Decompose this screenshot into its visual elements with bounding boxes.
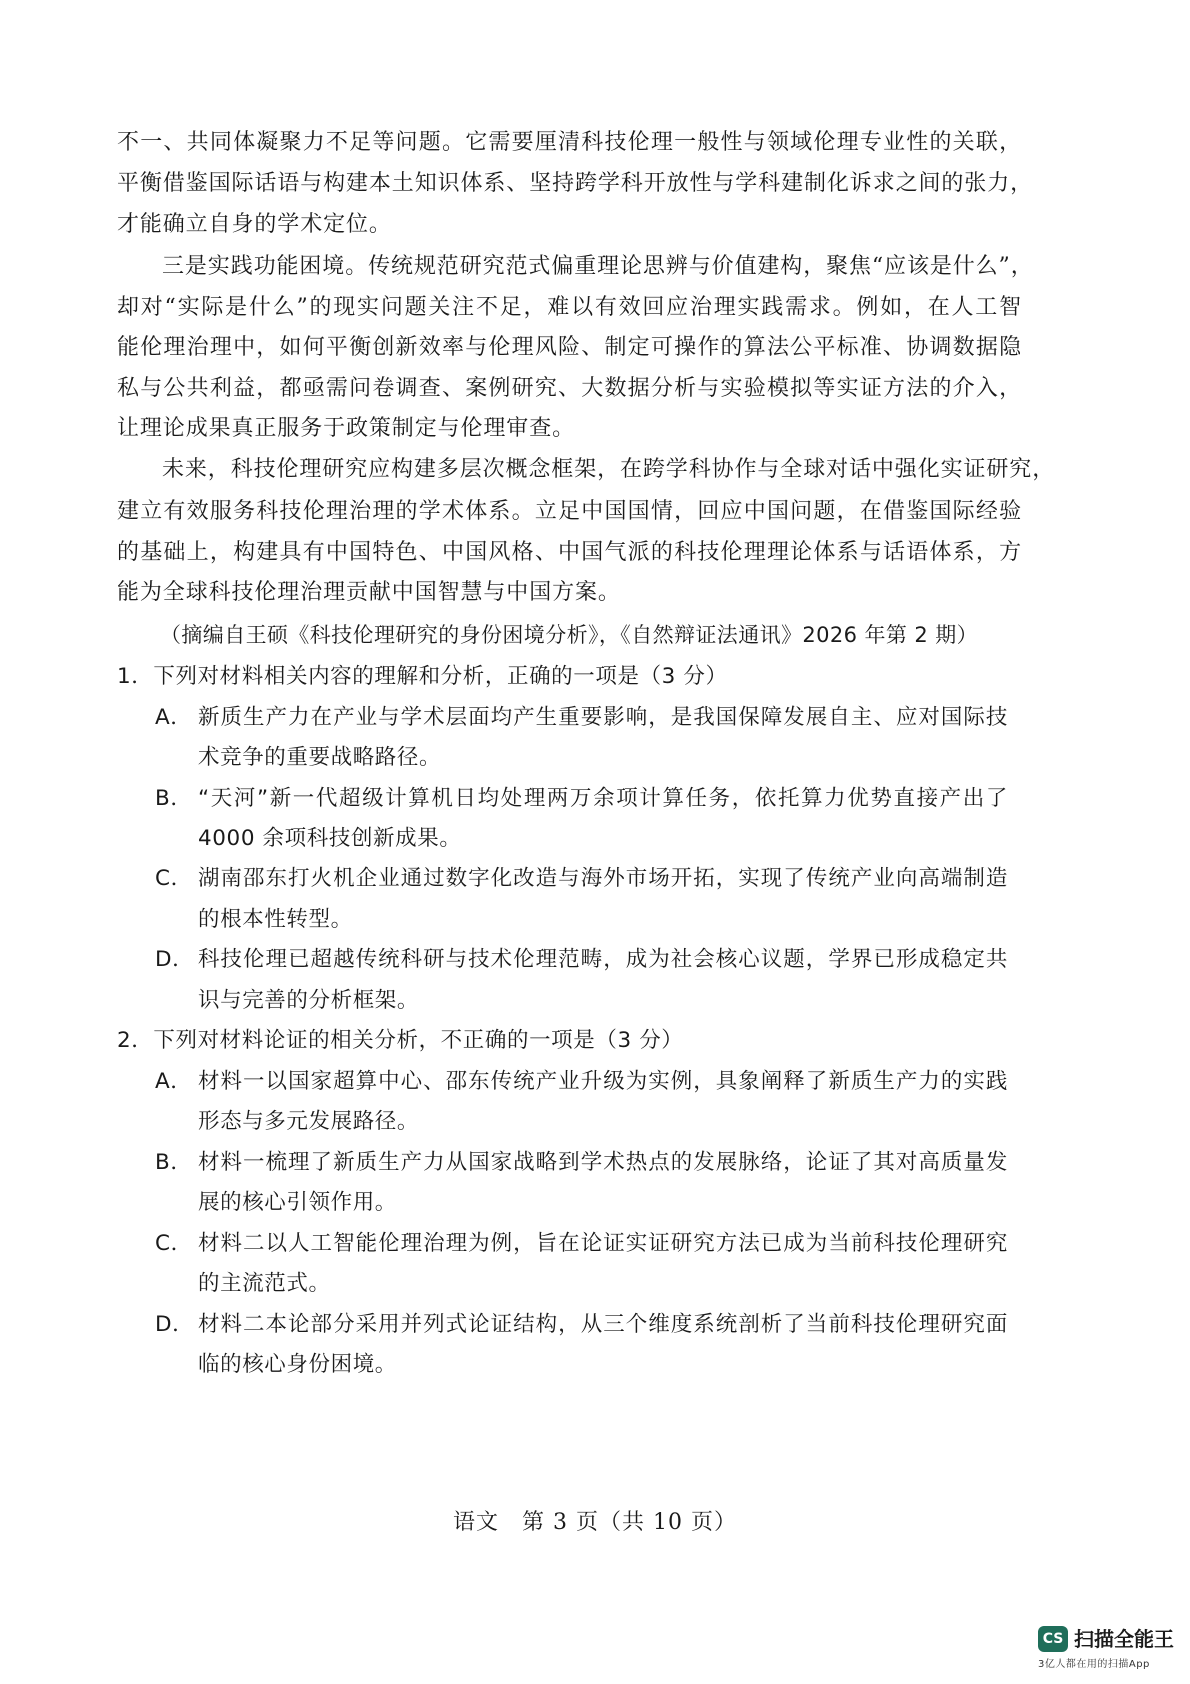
- option-text: 展的核心引领作用。: [198, 1190, 397, 1215]
- option-letter: D．: [155, 1312, 195, 1337]
- passage-line: 三是实践功能困境。传统规范研究范式偏重理论思辨与价值建构，聚焦“应该是什么”，: [162, 254, 1034, 279]
- question-stem: 2．下列对材料论证的相关分析，不正确的一项是（3 分）: [117, 1028, 684, 1053]
- option-letter: C．: [155, 866, 193, 891]
- option-text: 新质生产力在产业与学术层面均产生重要影响，是我国保障发展自主、应对国际技: [198, 705, 1008, 730]
- option-a: [155, 699, 1022, 737]
- option-text: 形态与多元发展路径。: [198, 1109, 420, 1134]
- option-c-cont: [198, 1265, 1022, 1303]
- question-stem: 1．下列对材料相关内容的理解和分析，正确的一项是（3 分）: [117, 664, 728, 689]
- passage-source: （摘编自王硕《科技伦理研究的身份困境分析》，《自然辩证法通讯》2026 年第 2 期）: [160, 623, 979, 647]
- passage-line: 能伦理治理中，如何平衡创新效率与伦理风险、制定可操作的算法公平标准、协调数据隐: [117, 335, 1022, 360]
- option-letter: C．: [155, 1231, 193, 1256]
- option-b: [155, 780, 1022, 818]
- option-text: “天河”新一代超级计算机日均处理两万余项计算任务，依托算力优势直接产出了: [198, 786, 1008, 811]
- passage-line: 让理论成果真正服务于政策制定与伦理审查。: [117, 416, 576, 441]
- passage-line: 才能确立自身的学术定位。: [117, 212, 392, 237]
- option-d-cont: [198, 1346, 1022, 1384]
- passage-line: 未来，科技伦理研究应构建多层次概念框架，在跨学科协作与全球对话中强化实证研究，: [162, 457, 1056, 482]
- option-b-cont: [198, 820, 1022, 858]
- option-a-cont: [198, 739, 1022, 777]
- option-text: 识与完善的分析框架。: [198, 988, 420, 1013]
- page-footer: 语文 第 3 页（共 10 页）: [453, 1510, 737, 1535]
- option-text: 的根本性转型。: [198, 907, 353, 932]
- option-text: 湖南邵东打火机企业通过数字化改造与海外市场开拓，实现了传统产业向高端制造: [198, 866, 1008, 891]
- passage-line: 建立有效服务科技伦理治理的学术体系。立足中国国情，回应中国问题，在借鉴国际经验: [117, 499, 1022, 524]
- watermark-tagline: 3亿人都在用的扫描App: [1038, 1659, 1150, 1670]
- passage-line: 平衡借鉴国际话语与构建本土知识体系、坚持跨学科开放性与学科建制化诉求之间的张力，: [117, 171, 1034, 196]
- option-text: 科技伦理已超越传统科研与技术伦理范畴，成为社会核心议题，学界已形成稳定共: [198, 947, 1008, 972]
- option-d-cont: [198, 982, 1022, 1020]
- passage-line: 却对“实际是什么”的现实问题关注不足，难以有效回应治理实践需求。例如，在人工智: [117, 295, 1022, 320]
- option-a: [155, 1063, 1022, 1101]
- option-c: [155, 1225, 1022, 1263]
- option-letter: A．: [155, 705, 193, 730]
- option-c: [155, 860, 1022, 898]
- option-letter: A．: [155, 1069, 193, 1094]
- option-a-cont: [198, 1103, 1022, 1141]
- watermark-name: 扫描全能王: [1074, 1627, 1174, 1651]
- option-text: 材料一梳理了新质生产力从国家战略到学术热点的发展脉络，论证了其对高质量发: [198, 1150, 1008, 1175]
- option-text: 4000 余项科技创新成果。: [198, 826, 462, 851]
- passage-line: 的基础上，构建具有中国特色、中国风格、中国气派的科技伦理理论体系与话语体系，方: [117, 540, 1022, 565]
- option-text: 材料二本论部分采用并列式论证结构，从三个维度系统剖析了当前科技伦理研究面: [198, 1312, 1008, 1337]
- option-text: 术竞争的重要战略路径。: [198, 745, 442, 770]
- passage-line: 不一、共同体凝聚力不足等问题。它需要厘清科技伦理一般性与领域伦理专业性的关联，: [117, 130, 1022, 155]
- passage-line: 私与公共利益，都亟需问卷调查、案例研究、大数据分析与实验模拟等实证方法的介入，: [117, 376, 1022, 401]
- option-letter: B．: [155, 1150, 193, 1175]
- option-d: [155, 1306, 1022, 1344]
- option-c-cont: [198, 901, 1022, 939]
- camscanner-logo-icon: CS: [1038, 1626, 1068, 1652]
- option-text: 材料二以人工智能伦理治理为例，旨在论证实证研究方法已成为当前科技伦理研究: [198, 1231, 1008, 1256]
- scanner-watermark: [1038, 1624, 1178, 1670]
- option-letter: B．: [155, 786, 193, 811]
- option-b-cont: [198, 1184, 1022, 1222]
- option-d: [155, 941, 1022, 979]
- passage-line: 能为全球科技伦理治理贡献中国智慧与中国方案。: [117, 580, 621, 605]
- option-text: 材料一以国家超算中心、邵东传统产业升级为实例，具象阐释了新质生产力的实践: [198, 1069, 1008, 1094]
- option-letter: D．: [155, 947, 195, 972]
- option-text: 临的核心身份困境。: [198, 1352, 397, 1377]
- option-text: 的主流范式。: [198, 1271, 331, 1296]
- option-b: [155, 1144, 1022, 1182]
